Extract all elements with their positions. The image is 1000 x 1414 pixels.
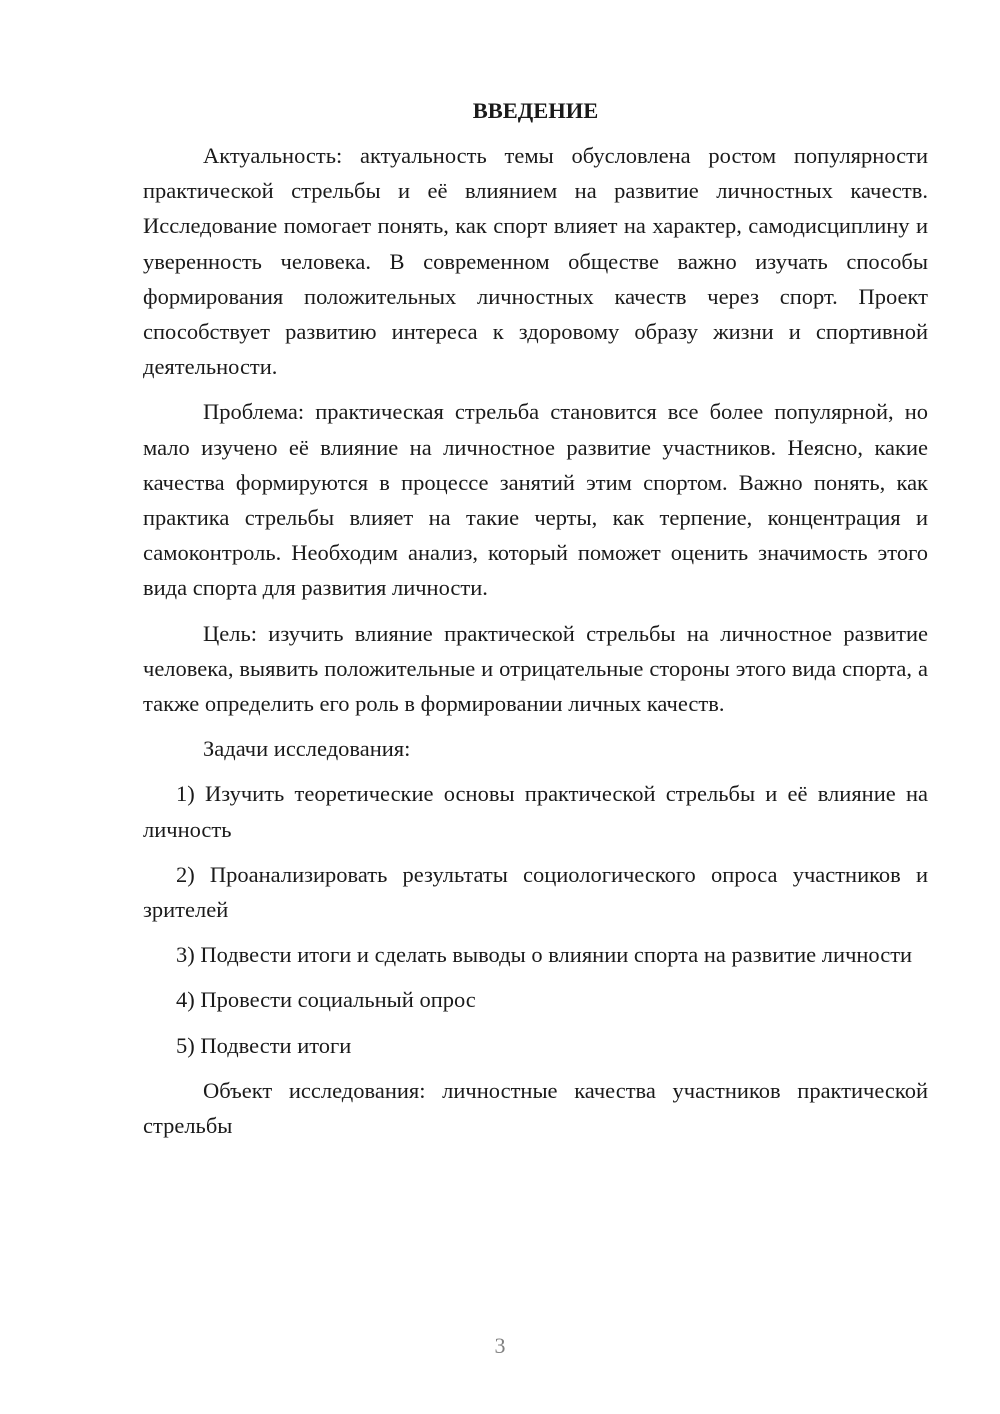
page-number: 3 <box>494 1333 506 1358</box>
section-title: ВВЕДЕНИЕ <box>472 98 599 123</box>
paragraph-object: Объект исследования: личностные качества участников практической стрельбы <box>143 1077 928 1139</box>
paragraph-goal: Цель: изучить влияние практической стрельбы на личностное развитие человека, выявить положительные и отрицательные стороны этого вида спорта, а также определить его роль в формировании личных качеств. <box>143 620 928 717</box>
task-item: 3) Подвести итоги и сделать выводы о влиянии спорта на развитие личности <box>176 942 913 968</box>
tasks-heading: Задачи исследования: <box>203 736 411 762</box>
paragraph-problem: Проблема: практическая стрельба становится все более популярной, но мало изучено её влияние на личностное развитие участников. Неясно, какие качества формируются в процессе занятий этим спортом. Важно понять, как практика стрельбы влияет на такие черты, как терпение, концентрация и самоконтроль. Необходим анализ, который поможет оценить значимость этого вида спорта для развития личности. <box>143 399 928 601</box>
task-item: 5) Подвести итоги <box>176 1032 352 1058</box>
task-item: 1) Изучить теоретические основы практической стрельбы и её влияние на личность <box>143 781 928 842</box>
document-page <box>143 93 928 1143</box>
paragraph-relevance: Актуальность: актуальность темы обусловлена ростом популярности практической стрельбы и её влиянием на развитие личностных качеств. Исследование помогает понять, как спорт влияет на характер, самодисциплину и уверенность человека. В современном обществе важно изучать способы формирования положительных личностных качеств через спорт. Проект способствует развитию интереса к здоровому образу жизни и спортивной деятельности. <box>143 143 928 380</box>
task-item: 4) Провести социальный опрос <box>176 987 476 1013</box>
task-item: 2) Проанализировать результаты социологического опроса участников и зрителей <box>143 861 928 923</box>
